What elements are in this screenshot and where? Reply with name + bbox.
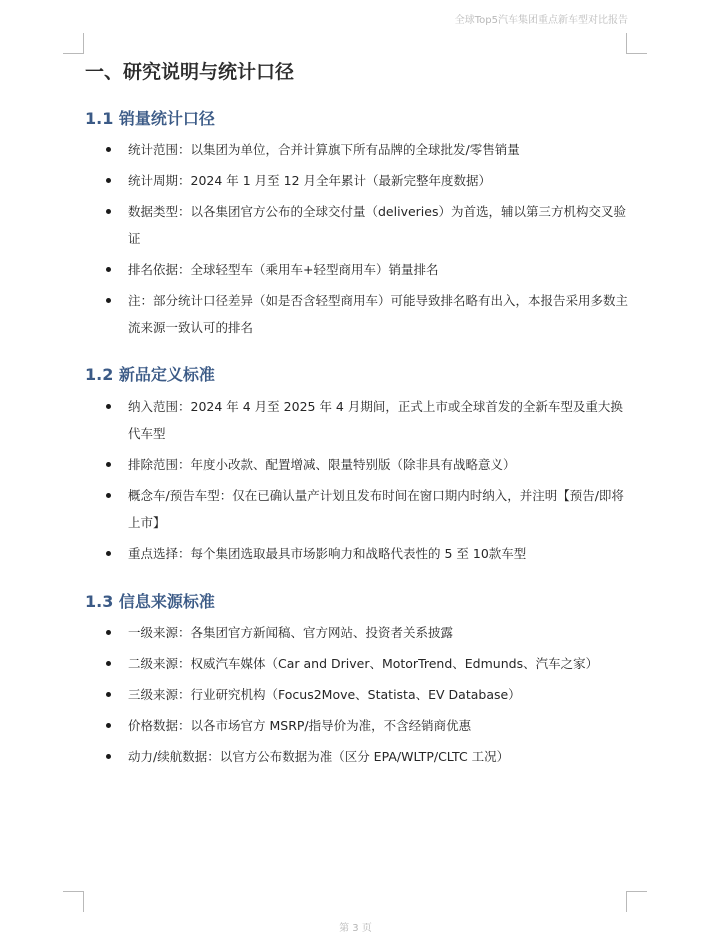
list-item-text: 统计周期：2024 年 1 月至 12 月全年累计（最新完整年度数据） (128, 173, 492, 188)
list-item-text: 价格数据：以各市场官方 MSRP/指导价为准，不含经销商优惠 (128, 718, 472, 733)
list-item-text: 排名依据：全球轻型车（乘用车+轻型商用车）销量排名 (128, 262, 439, 277)
list-item-text: 重点选择：每个集团选取最具市场影响力和战略代表性的 5 至 10款车型 (128, 546, 527, 561)
bullet-icon (106, 209, 111, 214)
list-item (0, 393, 630, 447)
list-item-text: 三级来源：行业研究机构（Focus2Move、Statista、EV Database） (128, 687, 521, 702)
bullet-list-1-1 (0, 136, 630, 345)
list-item (0, 451, 630, 478)
bullet-icon (106, 298, 111, 303)
bullet-icon (106, 404, 111, 409)
list-item (0, 167, 630, 194)
list-item-text: 纳入范围：2024 年 4 月至 2025 年 4 月期间，正式上市或全球首发的全新车型及重大换代车型 (128, 399, 623, 441)
list-item (0, 619, 630, 646)
list-item (0, 482, 630, 536)
list-item-text: 排除范围：年度小改款、配置增减、限量特别版（除非具有战略意义） (128, 457, 516, 472)
list-item-text: 统计范围：以集团为单位，合并计算旗下所有品牌的全球批发/零售销量 (128, 142, 520, 157)
list-item-text: 注：部分统计口径差异（如是否含轻型商用车）可能导致排名略有出入，本报告采用多数主流来源一致认可的排名 (128, 293, 629, 335)
bullet-list-1-2 (0, 393, 630, 571)
subsection-title-1-3: 1.3 信息来源标准 (85, 592, 215, 611)
list-item (0, 287, 630, 341)
list-item (0, 136, 630, 163)
bullet-icon (106, 462, 111, 467)
bullet-icon (106, 267, 111, 272)
list-item-text: 一级来源：各集团官方新闻稿、官方网站、投资者关系披露 (128, 625, 454, 640)
list-item (0, 681, 630, 708)
bullet-icon (106, 692, 111, 697)
list-item (0, 712, 630, 739)
list-item (0, 198, 630, 252)
list-item-text: 二级来源：权威汽车媒体（Car and Driver、MotorTrend、Edmunds、汽车之家） (128, 656, 599, 671)
bullet-icon (106, 551, 111, 556)
list-item-text: 数据类型：以各集团官方公布的全球交付量（deliveries）为首选，辅以第三方机构交叉验证 (128, 204, 626, 246)
bullet-icon (106, 723, 111, 728)
bullet-icon (106, 754, 111, 759)
list-item-text: 动力/续航数据：以官方公布数据为准（区分 EPA/WLTP/CLTC 工况） (128, 749, 510, 764)
page-number: 第 3 页 (339, 923, 372, 934)
page-header: 全球Top5汽车集团重点新车型对比报告 (454, 15, 628, 26)
subsection-title-1-1: 1.1 销量统计口径 (85, 109, 215, 128)
list-item (0, 256, 630, 283)
bullet-list-1-3 (0, 619, 630, 774)
list-item (0, 650, 630, 677)
section-title: 一、研究说明与统计口径 (85, 61, 295, 83)
list-item-text: 概念车/预告车型：仅在已确认量产计划且发布时间在窗口期内时纳入，并注明【预告/即将上市】 (128, 488, 624, 530)
bullet-icon (106, 493, 111, 498)
bullet-icon (106, 661, 111, 666)
bullet-icon (106, 630, 111, 635)
subsection-title-1-2: 1.2 新品定义标准 (85, 365, 215, 384)
bullet-icon (106, 147, 111, 152)
list-item (0, 743, 630, 770)
list-item (0, 540, 630, 567)
bullet-icon (106, 178, 111, 183)
